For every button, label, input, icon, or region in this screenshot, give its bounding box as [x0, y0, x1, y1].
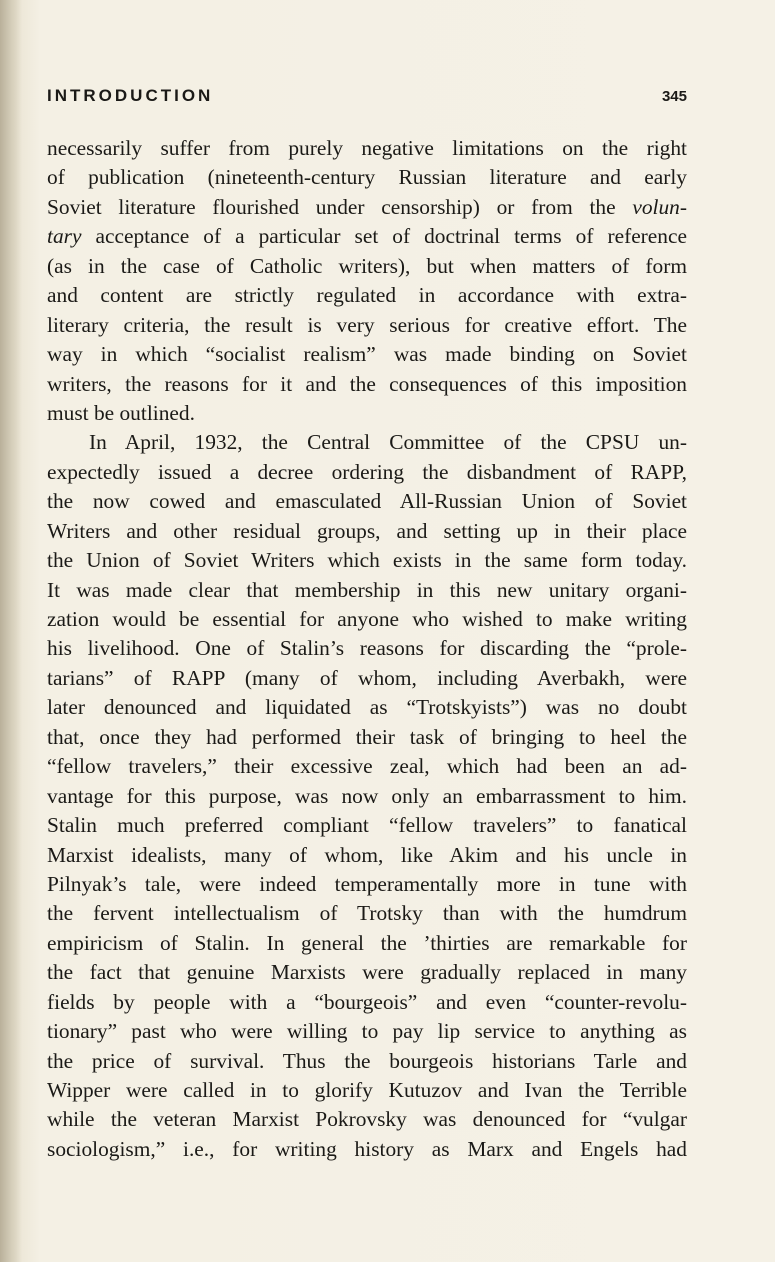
text-line: Wipper were called in to glorify Kutuzov and Ivan the Terrible [47, 1078, 687, 1102]
text-line: while the veteran Marxist Pokrovsky was denounced for “vulgar [47, 1107, 687, 1132]
page-number: 345 [661, 88, 687, 105]
text-line [47, 193, 687, 222]
text-line: Pilnyak’s tale, were indeed temperamentally more in tune with [47, 871, 687, 896]
italic-word: volun- [632, 194, 687, 219]
text-line: the fact that genuine Marxists were gradually replaced in many [47, 960, 687, 985]
text-line: must be outlined. [47, 400, 195, 425]
text-line: Writers and other residual groups, and setting up in their place [47, 518, 687, 543]
text-line: the Union of Soviet Writers which exists in the same form today. [47, 548, 687, 573]
text-span: Soviet literature flourished under censorship) or from the [47, 194, 616, 219]
text-line: the now cowed and emasculated All-Russian Union of Soviet [47, 489, 687, 514]
running-head [47, 84, 687, 110]
text-span: acceptance of a particular set of doctrinal terms of reference [95, 224, 687, 249]
text-line: fields by people with a “bourgeois” and even “counter-revolu- [47, 989, 687, 1014]
italic-word: tary [47, 224, 82, 249]
text-line: Stalin much preferred compliant “fellow travelers” to fanatical [47, 813, 687, 838]
text-line: “fellow travelers,” their excessive zeal, which had been an ad- [47, 754, 687, 779]
text-line: tarians” of RAPP (many of whom, including Averbakh, were [47, 665, 687, 690]
text-line: empiricism of Stalin. In general the ’thirties are remarkable for [47, 930, 687, 955]
text-line: later denounced and liquidated as “Trotskyists”) was no doubt [47, 695, 687, 720]
text-line: writers, the reasons for it and the consequences of this imposition [47, 371, 687, 396]
text-line: zation would be essential for anyone who wished to make writing [47, 607, 687, 631]
text-line: that, once they had performed their task of bringing to heel the [47, 724, 687, 749]
text-line: the price of survival. Thus the bourgeois historians Tarle and [47, 1048, 687, 1073]
text-line [47, 222, 687, 251]
text-line: his livelihood. One of Stalin’s reasons for discarding the “prole- [47, 636, 687, 661]
body-text [47, 134, 687, 1164]
text-line: the fervent intellectualism of Trotsky than with the humdrum [47, 901, 687, 926]
page-gutter-shadow [0, 0, 22, 1262]
text-line: tionary” past who were willing to pay lip service to anything as [47, 1019, 687, 1044]
text-line: literary criteria, the result is very serious for creative effort. The [47, 312, 687, 337]
text-line: and content are strictly regulated in accordance with extra- [47, 283, 687, 308]
chapter-title: INTRODUCTION [47, 86, 214, 105]
text-line: of publication (nineteenth-century Russian literature and early [47, 165, 687, 190]
text-line: Marxist idealists, many of whom, like Akim and his uncle in [47, 842, 687, 867]
text-line: (as in the case of Catholic writers), but when matters of form [47, 253, 687, 278]
text-line: vantage for this purpose, was now only an embarrassment to him. [47, 783, 687, 808]
text-line: It was made clear that membership in this new unitary organi- [47, 577, 687, 602]
text-line: expectedly issued a decree ordering the disbandment of RAPP, [47, 459, 687, 484]
text-line: way in which “socialist realism” was made binding on Soviet [47, 342, 687, 367]
text-line: In April, 1932, the Central Committee of the CPSU un- [89, 430, 687, 455]
text-line: necessarily suffer from purely negative limitations on the right [47, 136, 687, 160]
text-line: sociologism,” i.e., for writing history as Marx and Engels had [47, 1136, 687, 1161]
